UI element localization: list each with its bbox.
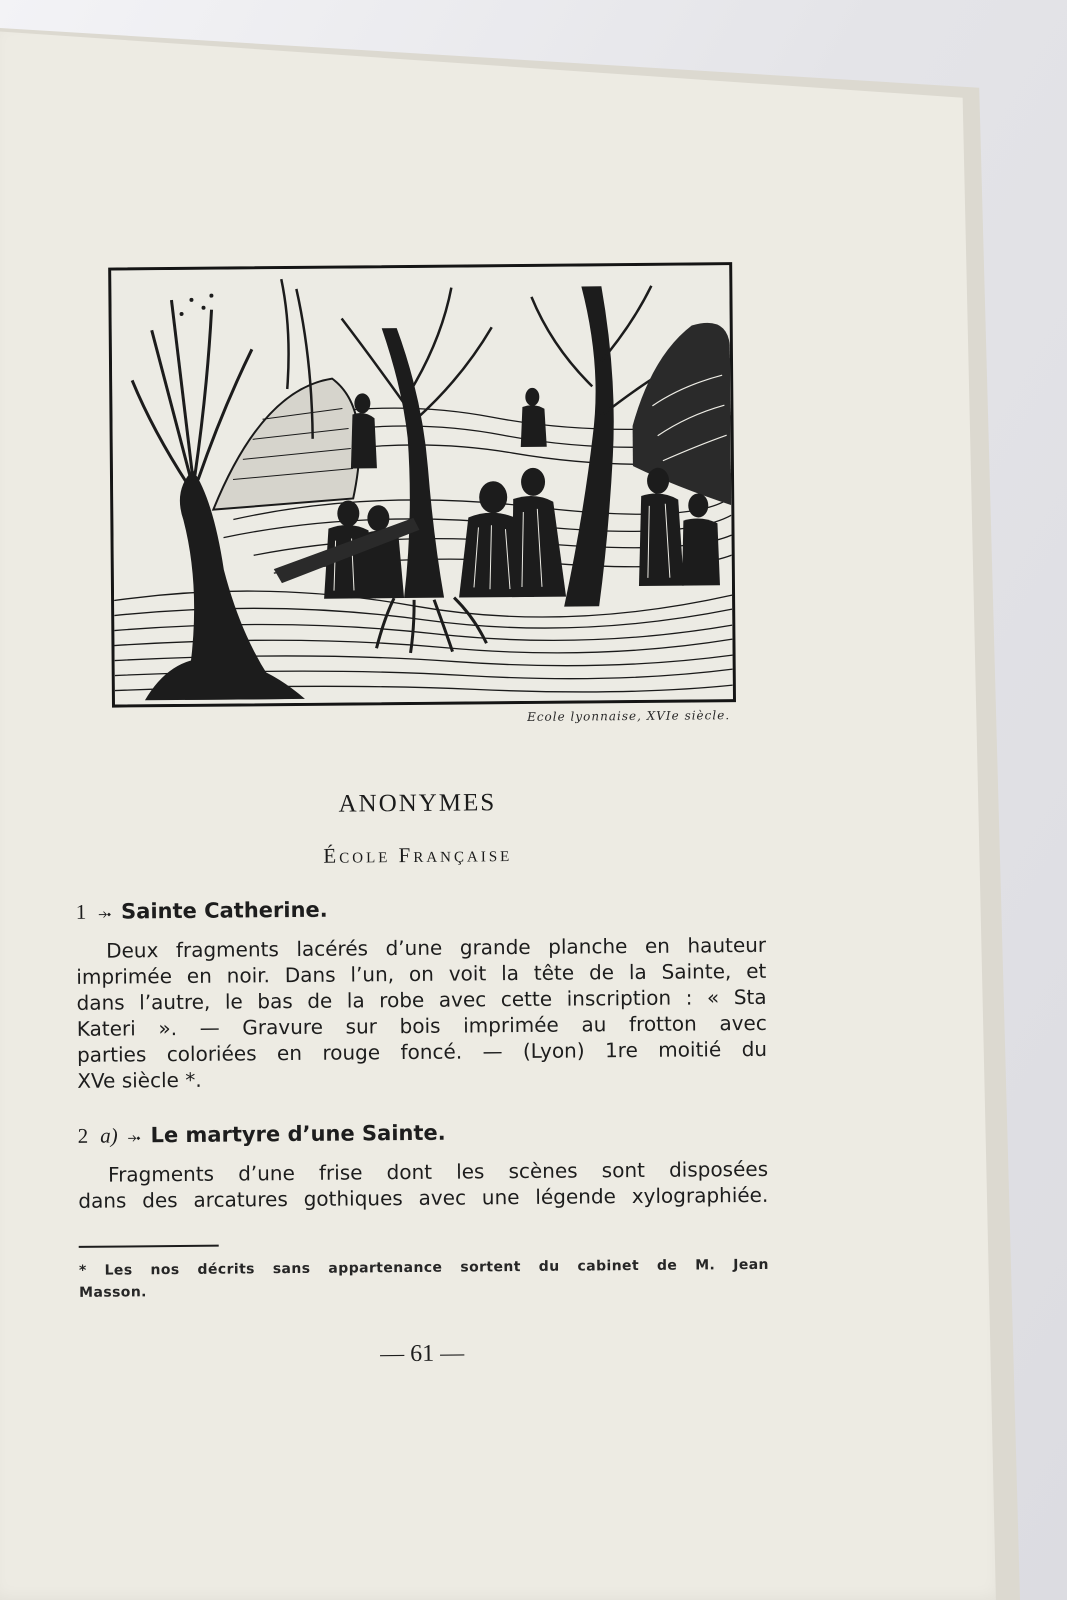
text-line: dans l’autre, le bas de la robe avec cette inscription : « Sta bbox=[76, 984, 767, 1015]
footnote-line: Masson. bbox=[79, 1284, 147, 1301]
entry-title: Le martyre d’une Sainte. bbox=[150, 1120, 446, 1148]
text-line: Deux fragments lacérés d’une grande planche en hauteur bbox=[106, 932, 767, 963]
text-line: imprimée en noir. Dans l’un, on voit la tête de la Sainte, et bbox=[76, 958, 767, 989]
entry-number: 1 bbox=[75, 899, 87, 924]
illustration-caption: Ecole lyonnaise, XVIe siècle. bbox=[526, 708, 731, 724]
entry-1-description bbox=[76, 932, 767, 1094]
entry-1-title-row bbox=[76, 898, 328, 925]
arrow-marker-icon: ⤞ bbox=[98, 903, 112, 923]
entry-letter: a) bbox=[100, 1123, 118, 1148]
text-line: Kateri ». — Gravure sur bois imprimée au frotton avec bbox=[76, 1010, 767, 1041]
page-number: — 61 — bbox=[380, 1340, 465, 1368]
entry-number: 2 bbox=[77, 1123, 89, 1148]
woodcut-drawing bbox=[111, 265, 733, 704]
entry-2-description bbox=[78, 1156, 768, 1214]
section-title: ANONYMES bbox=[338, 789, 497, 818]
text-line: parties coloriées en rouge foncé. — (Lyon) 1re moitié du bbox=[76, 1036, 768, 1067]
footnote-rule bbox=[79, 1245, 219, 1248]
woodcut-illustration bbox=[108, 262, 736, 707]
entry-title: Sainte Catherine. bbox=[121, 897, 328, 924]
text-line: XVe siècle *. bbox=[77, 1067, 202, 1093]
section-subtitle: École Française bbox=[323, 842, 513, 868]
page-content bbox=[60, 242, 775, 1418]
footnote bbox=[79, 1254, 769, 1304]
text-line: Fragments d’une frise dont les scènes sont disposées bbox=[107, 1156, 769, 1187]
footnote-line: * Les nos décrits sans appartenance sortent du cabinet de M. Jean bbox=[78, 1256, 769, 1279]
arrow-marker-icon: ⤞ bbox=[127, 1127, 141, 1147]
text-line: dans des arcatures gothiques avec une légende xylographiée. bbox=[78, 1182, 769, 1213]
entry-2-title-row bbox=[78, 1121, 446, 1149]
